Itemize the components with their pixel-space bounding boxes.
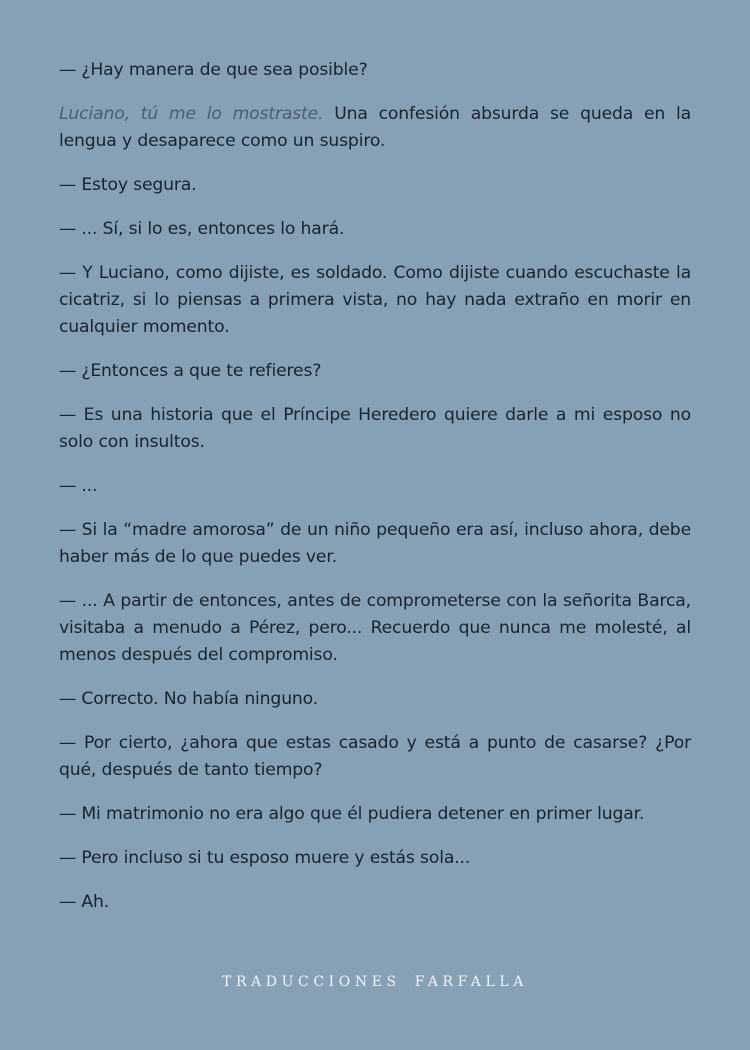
paragraph: — Estoy segura.: [59, 175, 197, 195]
paragraph: — ... A partir de entonces, antes de comprometerse con la señorita Barca, visitaba a menudo a Pérez, pero... Recuerdo que nunca me molesté, al menos después del compromiso.: [59, 591, 691, 665]
paragraph: — Pero incluso si tu esposo muere y estás sola...: [59, 848, 471, 868]
paragraph: — Y Luciano, como dijiste, es soldado. Como dijiste cuando escuchaste la cicatriz, si lo piensas a primera vista, no hay nada extraño en morir en cualquier momento.: [59, 263, 691, 337]
footer-watermark: [0, 974, 750, 990]
paragraph: — ¿Hay manera de que sea posible?: [59, 60, 368, 80]
paragraph: — Ah.: [59, 892, 110, 912]
paragraph: — Correcto. No había ninguno.: [59, 689, 319, 709]
paragraph: — Mi matrimonio no era algo que él pudiera detener en primer lugar.: [59, 804, 645, 824]
paragraph-text: Una confesión absurda se queda en la lengua y desaparece como un suspiro.: [59, 104, 691, 151]
paragraph: — Por cierto, ¿ahora que estas casado y está a punto de casarse? ¿Por qué, después de tanto tiempo?: [59, 733, 691, 780]
paragraph: — ... Sí, si lo es, entonces lo hará.: [59, 219, 345, 239]
footer-word: TRADUCCIONES: [222, 974, 401, 990]
paragraph: — Si la “madre amorosa” de un niño pequeño era así, incluso ahora, debe haber más de lo que puedes ver.: [59, 520, 691, 567]
paragraph: — ...: [59, 476, 98, 496]
document-body: [59, 57, 691, 933]
paragraph: — Es una historia que el Príncipe Heredero quiere darle a mi esposo no solo con insultos.: [59, 405, 691, 452]
italic-thought: Luciano, tú me lo mostraste.: [59, 104, 324, 124]
footer-word: FARFALLA: [414, 974, 528, 990]
paragraph: — ¿Entonces a que te refieres?: [59, 361, 322, 381]
paragraph: [59, 101, 691, 155]
